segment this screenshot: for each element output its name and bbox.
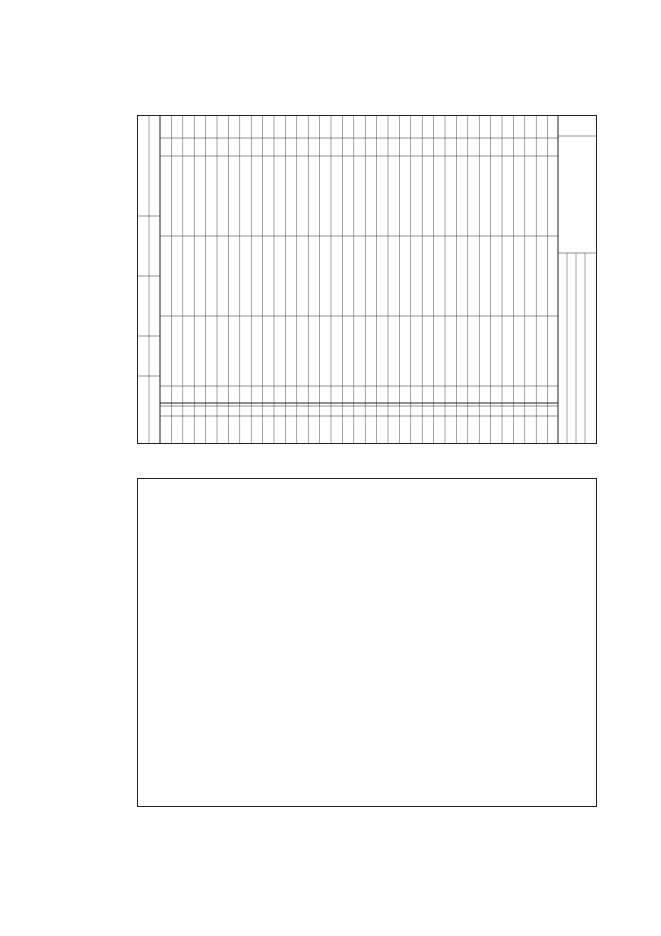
sheet-2 (137, 478, 597, 807)
sheet-3-grid (138, 116, 596, 443)
sheet-2-grid (138, 479, 596, 806)
sheet-3 (137, 115, 597, 444)
